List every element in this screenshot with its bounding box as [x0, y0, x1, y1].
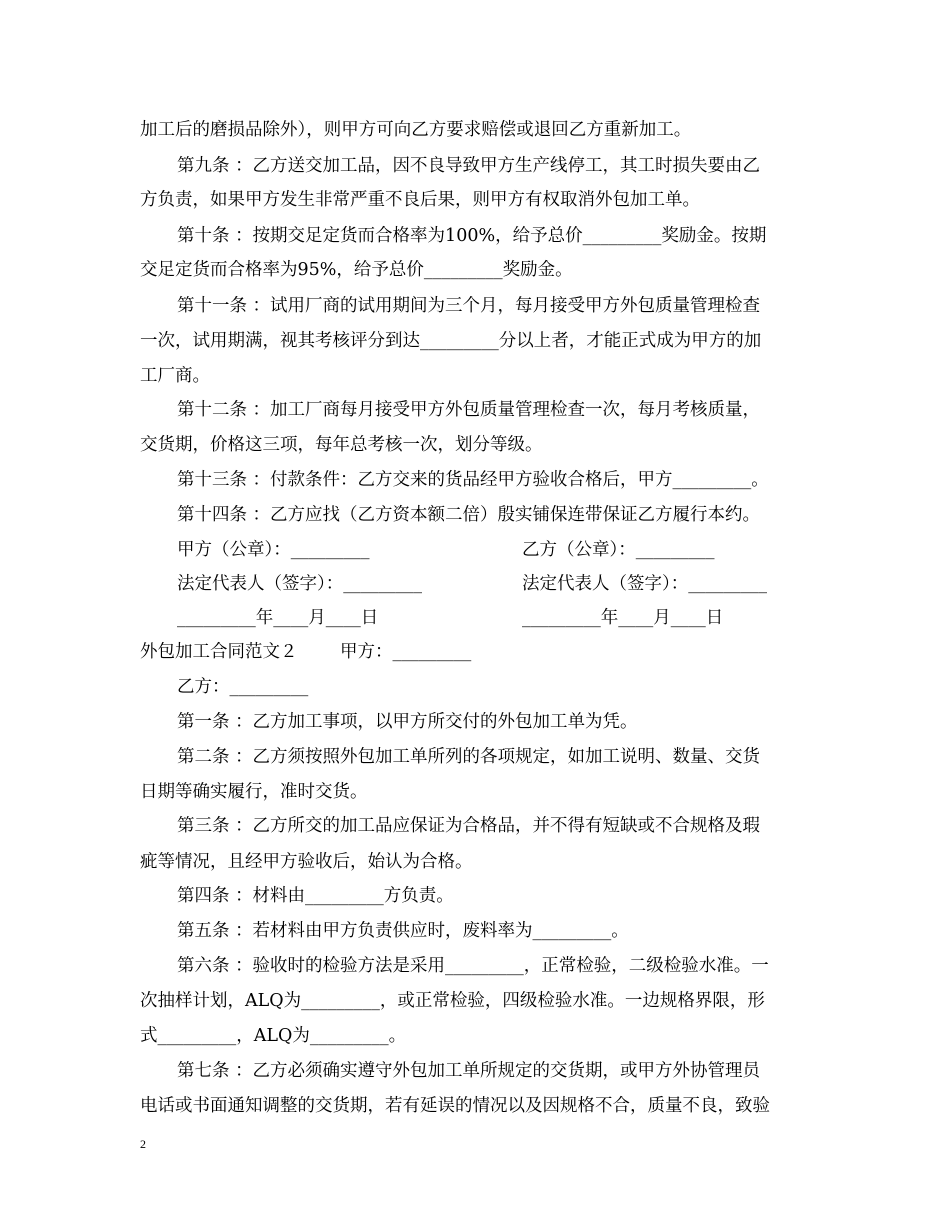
sample-2-article-5: 第五条 ：若材料由甲方负责供应时，废料率为_________。 — [177, 921, 629, 941]
article-11-line: 第十一条 ：试用厂商的试用期间为三个月，每月接受甲方外包质量管理检查 — [177, 296, 761, 316]
paragraph-line: 工厂商。 — [140, 366, 210, 386]
sample-2-article-3: 第三条 ：乙方所交的加工品应保证为合格品，并不得有短缺或不合规格及瑕 — [177, 816, 761, 836]
sample-2-article-1: 第一条 ：乙方加工事项，以甲方所交付的外包加工单为凭。 — [177, 712, 638, 732]
sample-2-article-2: 第二条 ：乙方须按照外包加工单所列的各项规定，如加工说明、数量、交货 — [177, 747, 761, 767]
party-a-date: _________年____月____日 — [177, 608, 379, 628]
article-10-line: 第十条 ：按期交足定货而合格率为100%，给予总价_________奖励金。按期 — [177, 226, 767, 246]
sample-2-article-4: 第四条 ：材料由_________方负责。 — [177, 886, 454, 906]
article-13-line: 第十三条 ：付款条件：乙方交来的货品经甲方验收合格后，甲方_________。 — [177, 470, 769, 490]
paragraph-line: 交足定货而合格率为95%，给予总价_________奖励金。 — [140, 260, 573, 280]
article-12-line: 第十二条 ：加工厂商每月接受甲方外包质量管理检查一次，每月考核质量， — [177, 400, 761, 420]
page-number: 2 — [140, 1137, 146, 1151]
sample-2-article-6: 第六条 ：验收时的检验方法是采用_________，正常检验，二级检验水准。一 — [177, 956, 769, 976]
party-b-date: _________年____月____日 — [522, 608, 724, 628]
article-9-line: 第九条 ：乙方送交加工品，因不良导致甲方生产线停工，其工时损失要由乙 — [177, 156, 761, 176]
party-a-representative: 法定代表人（签字）：_________ — [177, 574, 422, 594]
sample-2-party-b: 乙方：_________ — [177, 677, 309, 697]
paragraph-line: 疵等情况，且经甲方验收后，始认为合格。 — [140, 852, 473, 872]
paragraph-line: 式_________，ALQ为_________。 — [140, 1026, 407, 1046]
sample-2-article-7: 第七条 ：乙方必须确实遵守外包加工单所规定的交货期，或甲方外协管理员 — [177, 1061, 761, 1081]
paragraph-line: 一次，试用期满，视其考核评分到达_________分以上者，才能正式成为甲方的加 — [140, 331, 762, 351]
article-14-line: 第十四条 ：乙方应找（乙方资本额二倍）殷实铺保连带保证乙方履行本约。 — [177, 505, 761, 525]
party-b-representative: 法定代表人（签字）：_________ — [522, 574, 767, 594]
paragraph-line: 方负责，如果甲方发生非常严重不良后果，则甲方有权取消外包加工单。 — [140, 190, 700, 210]
paragraph-line: 次抽样计划，ALQ为_________，或正常检验，四级检验水准。一边规格界限，形 — [140, 991, 765, 1011]
paragraph-line: 日期等确实履行，准时交货。 — [140, 782, 368, 802]
paragraph-line: 电话或书面通知调整的交货期，若有延误的情况以及因规格不合，质量不良，致验 — [140, 1096, 770, 1116]
sample-2-party-a: 甲方：_________ — [340, 642, 472, 662]
paragraph-line: 加工后的磨损品除外），则甲方可向乙方要求赔偿或退回乙方重新加工。 — [140, 120, 692, 140]
party-a-seal: 甲方（公章）：_________ — [177, 540, 370, 560]
party-b-seal: 乙方（公章）：_________ — [522, 540, 715, 560]
sample-2-heading: 外包加工合同范文２ — [140, 642, 298, 662]
paragraph-line: 交货期，价格这三项，每年总考核一次，划分等级。 — [140, 435, 543, 455]
